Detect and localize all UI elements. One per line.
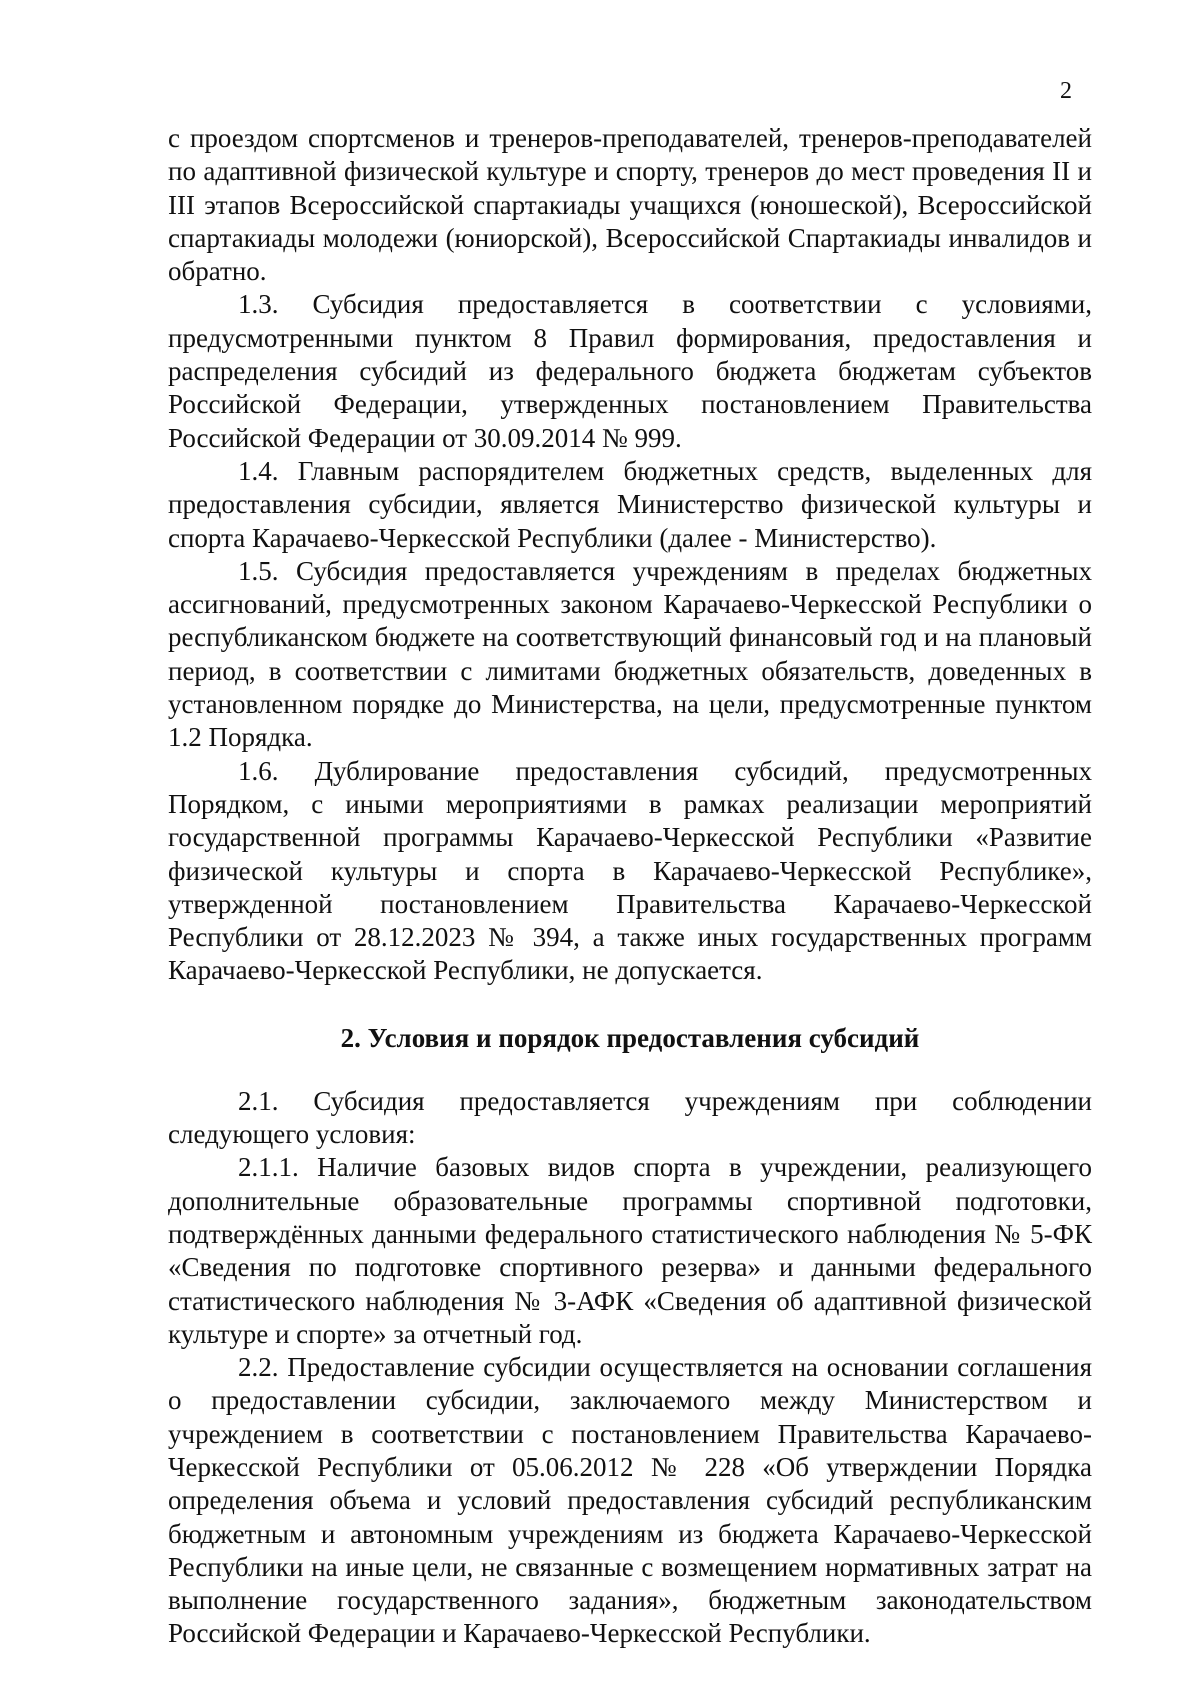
paragraph-2-2: 2.2. Предоставление субсидии осуществляется на основании соглашения о предоставлении субсидии, заключаемого между Министерством и учреждением в соответствии с постановлением Правительства Карачаево-Черкесской Республики от 05.06.2012 № 228 «Об утверждении Порядка определения объема и условий предоставления субсидий республиканским бюджетным и автономным учреждениям из бюджета Карачаево-Черкесской Республики на иные цели, не связанные с возмещением нормативных затрат на выполнение государственного задания», бюджетным законодательством Российской Федерации и Карачаево-Черкесской Республики. xyxy=(168,1352,1092,1649)
paragraph-continuation: с проездом спортсменов и тренеров-преподавателей, тренеров-преподавателей по адаптивной физической культуре и спорту, тренеров до мест проведения II и III этапов Всероссийской спартакиады учащихся (юношеской), Всероссийской спартакиады молодежи (юниорской), Всероссийской Спартакиады инвалидов и обратно. xyxy=(168,123,1092,287)
paragraph-2-1: 2.1. Субсидия предоставляется учреждениям при соблюдении следующего условия: xyxy=(168,1085,1092,1150)
paragraph-1-3: 1.3. Субсидия предоставляется в соответствии с условиями, предусмотренными пунктом 8 Правил формирования, предоставления и распределения субсидий из федерального бюджета бюджетам субъектов Российской Федерации, утвержденных постановлением Правительства Российской Федерации от 30.09.2014 № 999. xyxy=(168,289,1092,453)
paragraph-1-5: 1.5. Субсидия предоставляется учреждениям в пределах бюджетных ассигнований, предусмотренных законом Карачаево-Черкесской Республики о республиканском бюджете на соответствующий финансовый год и на плановый период, в соответствии с лимитами бюджетных обязательств, доведенных в установленном порядке до Министерства, на цели, предусмотренные пунктом 1.2 Порядка. xyxy=(168,555,1092,753)
paragraph-1-6: 1.6. Дублирование предоставления субсидий, предусмотренных Порядком, с иными мероприятиями в рамках реализации мероприятий государственной программы Карачаево-Черкесской Республики «Развитие физической культуры и спорта в Карачаево-Черкесской Республике», утвержденной постановлением Правительства Карачаево-Черкесской Республики от 28.12.2023 № 394, а также иных государственных программ Карачаево-Черкесской Республики, не допускается. xyxy=(168,755,1092,986)
document-body xyxy=(168,122,1092,1651)
paragraph-1-4: 1.4. Главным распорядителем бюджетных средств, выделенных для предоставления субсидии, является Министерство физической культуры и спорта Карачаево-Черкесской Республики (далее - Министерство). xyxy=(168,455,1092,553)
paragraph-2-1-1: 2.1.1. Наличие базовых видов спорта в учреждении, реализующего дополнительные образовательные программы спортивной подготовки, подтверждённых данными федерального статистического наблюдения № 5-ФК «Сведения по подготовке спортивного резерва» и данными федерального статистического наблюдения № 3-АФК «Сведения об адаптивной физической культуре и спорте» за отчетный год. xyxy=(168,1152,1092,1349)
page-number: 2 xyxy=(1060,78,1072,104)
section-heading: 2. Условия и порядок предоставления субсидий xyxy=(340,1022,920,1053)
